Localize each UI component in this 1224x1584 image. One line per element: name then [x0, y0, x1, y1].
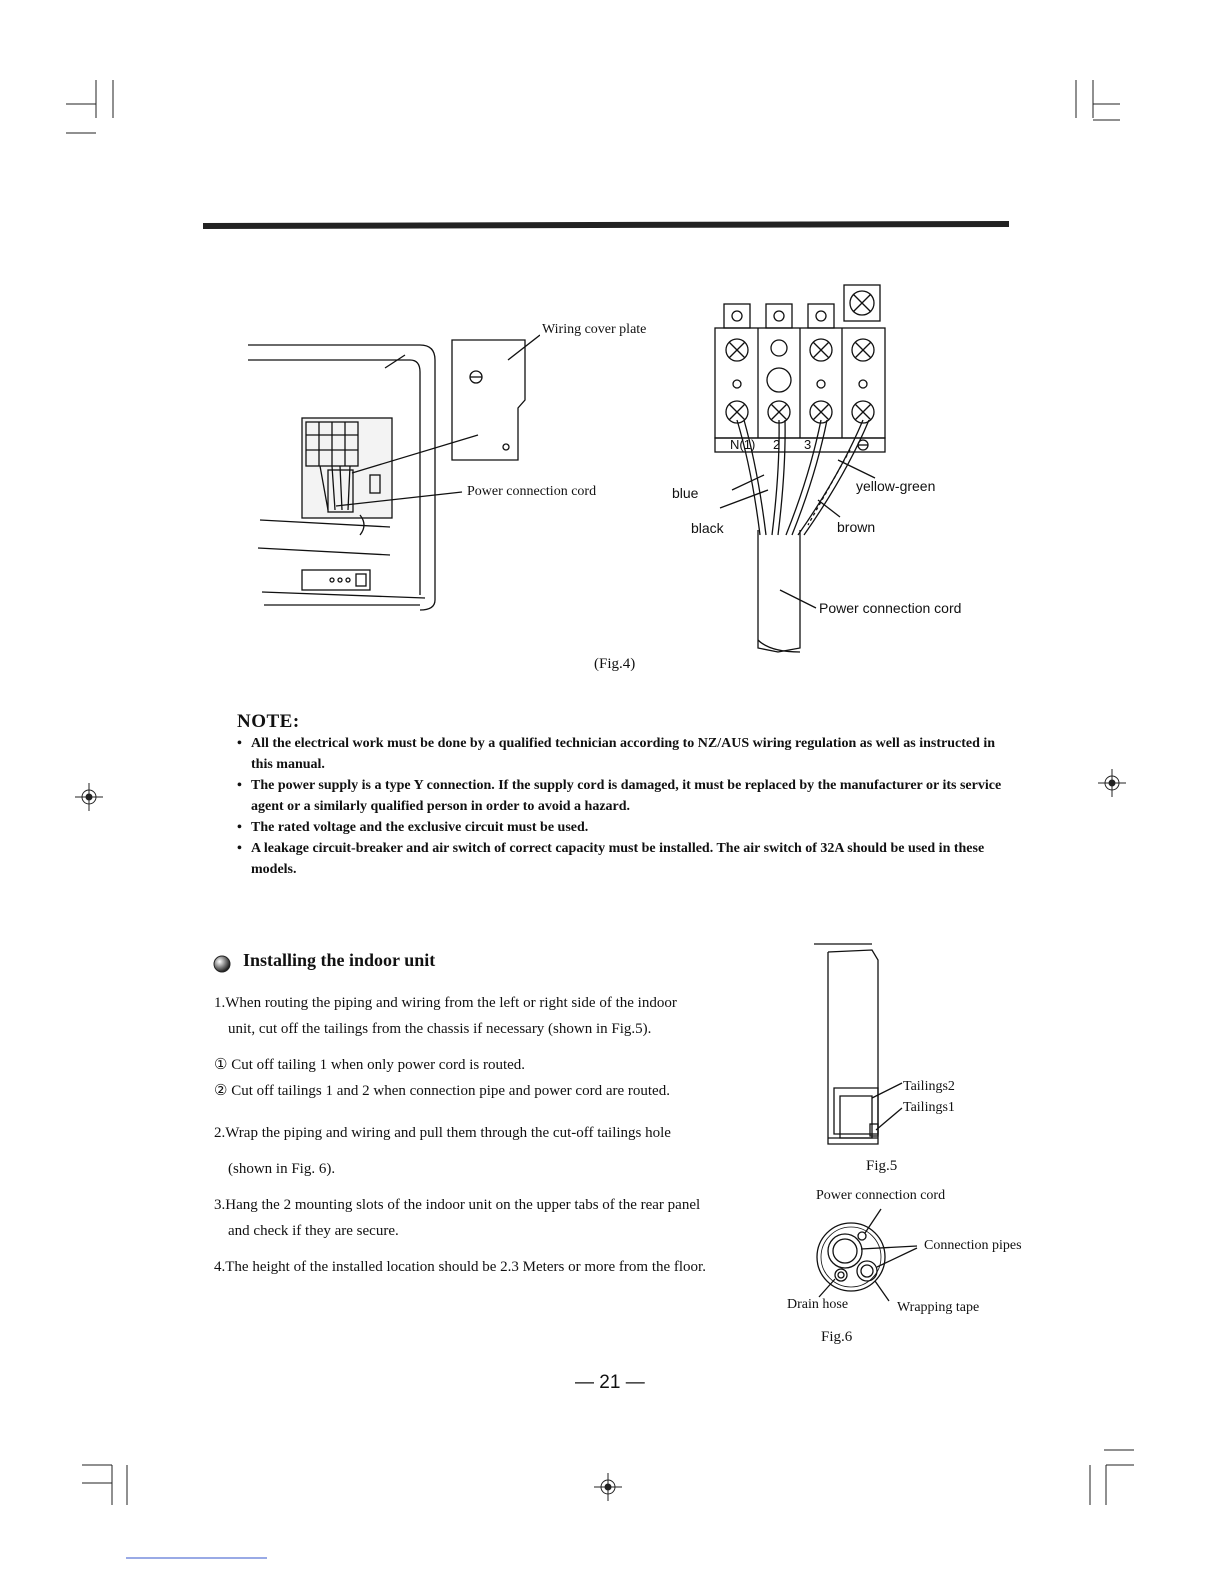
fig5-caption: Fig.5	[866, 1158, 898, 1174]
note-item: • All the electrical work must be done by a qualified technician according to NZ/AUS wiring regulation as well as instructed in this manual.	[237, 733, 1007, 775]
step-1-sub-2: ② Cut off tailings 1 and 2 when connection pipe and power cord are routed.	[214, 1083, 670, 1099]
tailings-illustration	[808, 938, 908, 1153]
terminal-n1: N(1)	[730, 437, 756, 452]
section-title: Installing the indoor unit	[243, 950, 436, 970]
step-4: 4.The height of the installed location should be 2.3 Meters or more from the floor.	[214, 1259, 706, 1275]
drain-hose-label: Drain hose	[787, 1297, 849, 1312]
fig6-caption: Fig.6	[821, 1329, 853, 1345]
registration-mark-right	[1098, 769, 1126, 797]
black-wire-label: black	[691, 520, 724, 536]
fig6-power-cord-label: Power connection cord	[816, 1188, 946, 1203]
note-title: NOTE:	[237, 711, 300, 732]
note-item: • A leakage circuit-breaker and air switch of correct capacity must be installed. The air switch of 32A should be used in these models.	[237, 838, 1007, 880]
wrapping-tape-label: Wrapping tape	[897, 1300, 980, 1315]
note-item: • The rated voltage and the exclusive circuit must be used.	[237, 817, 1007, 838]
wrapped-bundle-cross-section	[805, 1205, 925, 1305]
step-2-line-1: 2.Wrap the piping and wiring and pull them through the cut-off tailings hole	[214, 1125, 671, 1141]
terminal-2: 2	[773, 437, 781, 452]
step-1-sub-1: ① Cut off tailing 1 when only power cord is routed.	[214, 1057, 526, 1073]
bullet-sphere-icon	[212, 954, 232, 974]
fig4-caption: (Fig.4)	[594, 656, 636, 672]
brown-wire-label: brown	[837, 519, 876, 535]
step-1-line-1: 1.When routing the piping and wiring from the left or right side of the indoor	[214, 995, 677, 1011]
wiring-cover-plate-label: Wiring cover plate	[542, 322, 647, 337]
tailings1-label: Tailings1	[903, 1100, 955, 1115]
power-cord-label-right: Power connection cord	[819, 600, 962, 616]
yellow-green-wire-label: yellow-green	[856, 478, 936, 494]
power-cord-label-left: Power connection cord	[467, 484, 597, 499]
tailings2-label: Tailings2	[903, 1079, 955, 1094]
step-2-line-2: (shown in Fig. 6).	[228, 1161, 336, 1177]
step-1-line-2: unit, cut off the tailings from the chassis if necessary (shown in Fig.5).	[228, 1021, 652, 1037]
blue-wire-label: blue	[672, 485, 699, 501]
step-3-line-2: and check if they are secure.	[228, 1223, 399, 1239]
indoor-unit-wiring-illustration	[240, 330, 540, 620]
installation-steps	[214, 990, 774, 1280]
note-list	[237, 733, 1007, 880]
terminal-3: 3	[804, 437, 812, 452]
registration-mark-bottom	[594, 1473, 622, 1501]
step-3-line-1: 3.Hang the 2 mounting slots of the indoor unit on the upper tabs of the rear panel	[214, 1197, 701, 1213]
note-item: • The power supply is a type Y connection. If the supply cord is damaged, it must be replaced by the manufacturer or its service agent or a similarly qualified person in order to avoid a hazard.	[237, 775, 1007, 817]
connection-pipes-label: Connection pipes	[924, 1238, 1022, 1253]
page-number: — 21 —	[575, 1372, 645, 1393]
registration-mark-left	[75, 783, 103, 811]
